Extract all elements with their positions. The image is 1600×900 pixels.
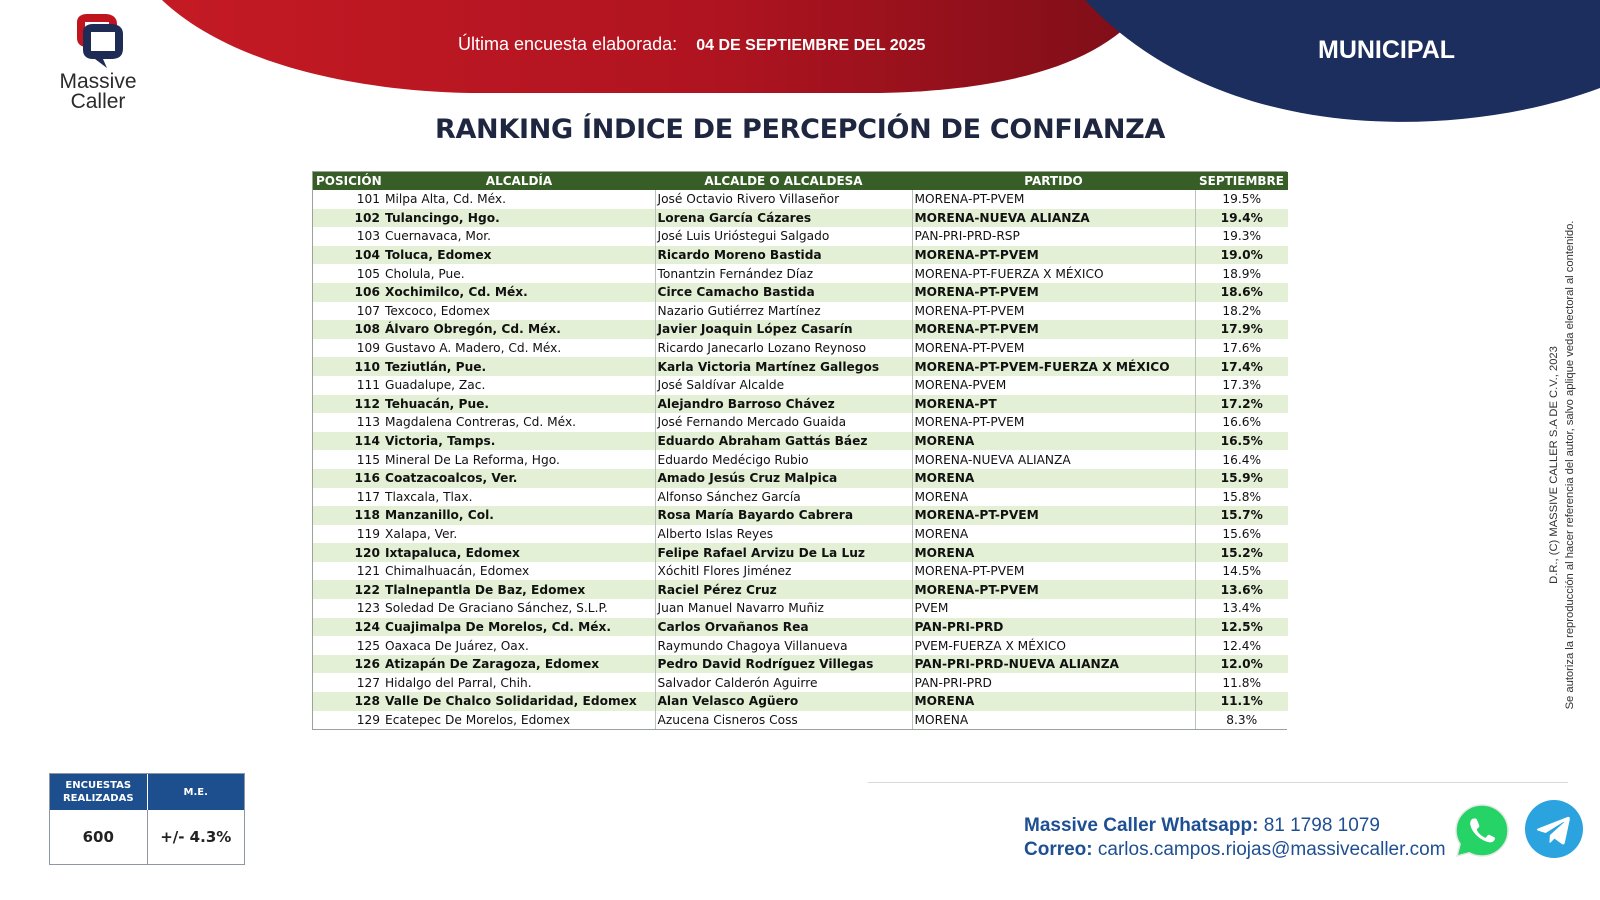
value-cell: 13.6% [1195,580,1288,599]
legal-line2: Se autoriza la reproducción al hacer referencia del autor, salvo aplique veda electoral al contenido. [1564,220,1576,710]
table-row [313,302,1288,321]
partido-cell: MORENA-PVEM [912,376,1195,395]
partido-cell: MORENA [912,525,1195,544]
section-label: MUNICIPAL [1318,36,1456,64]
legal-line1: D.R., (C) MASSIVE CALLER S.A DE C.V., 2023 [1548,346,1560,584]
margin-error-label: M.E. [183,786,208,798]
legal-notice [1546,185,1584,745]
position-cell: 117 [313,488,383,507]
contact-info [1024,814,1446,862]
position-cell: 120 [313,543,383,562]
table-row [313,636,1288,655]
position-cell: 123 [313,599,383,618]
position-cell: 127 [313,673,383,692]
value-cell: 19.3% [1195,227,1288,246]
value-cell: 18.6% [1195,283,1288,302]
partido-cell: PAN-PRI-PRD-RSP [912,227,1195,246]
value-cell: 17.3% [1195,376,1288,395]
survey-info [458,34,925,55]
alcaldia-cell: Gustavo A. Madero, Cd. Méx. [383,339,655,358]
table-row [313,339,1288,358]
alcalde-cell: Alejandro Barroso Chávez [655,395,912,414]
massive-caller-logo-icon [63,14,133,70]
table-row [313,376,1288,395]
value-cell: 11.8% [1195,673,1288,692]
whatsapp-icon[interactable] [1451,800,1513,862]
alcaldia-cell: Valle De Chalco Solidaridad, Edomex [383,692,655,711]
value-cell: 18.9% [1195,264,1288,283]
position-cell: 126 [313,655,383,674]
alcalde-cell: Amado Jesús Cruz Malpica [655,469,912,488]
table-row [313,357,1288,376]
partido-cell: MORENA-PT-PVEM [912,339,1195,358]
alcaldia-cell: Guadalupe, Zac. [383,376,655,395]
position-cell: 124 [313,618,383,637]
header-septiembre: SEPTIEMBRE [1195,172,1288,190]
alcalde-cell: Javier Joaquin López Casarín [655,320,912,339]
table-row [313,190,1288,209]
alcaldia-cell: Mineral De La Reforma, Hgo. [383,450,655,469]
alcalde-cell: Eduardo Medécigo Rubio [655,450,912,469]
table-header-row [313,172,1288,190]
alcaldia-cell: Tulancingo, Hgo. [383,209,655,228]
position-cell: 106 [313,283,383,302]
table-row [313,395,1288,414]
value-cell: 12.5% [1195,618,1288,637]
alcaldia-cell: Texcoco, Edomex [383,302,655,321]
alcaldia-cell: Victoria, Tamps. [383,432,655,451]
value-cell: 16.4% [1195,450,1288,469]
alcaldia-cell: Tlalnepantla De Baz, Edomex [383,580,655,599]
brand-name-line2: Caller [70,90,126,113]
value-cell: 16.6% [1195,413,1288,432]
header-alcalde: ALCALDE O ALCALDESA [655,172,912,190]
value-cell: 11.1% [1195,692,1288,711]
table-row [313,580,1288,599]
position-cell: 108 [313,320,383,339]
position-cell: 114 [313,432,383,451]
table-row [313,246,1288,265]
alcalde-cell: Felipe Rafael Arvizu De La Luz [655,543,912,562]
table-row [313,209,1288,228]
table-row [313,413,1288,432]
alcalde-cell: José Saldívar Alcalde [655,376,912,395]
value-cell: 15.9% [1195,469,1288,488]
alcalde-cell: Alan Velasco Agüero [655,692,912,711]
alcalde-cell: Ricardo Moreno Bastida [655,246,912,265]
alcaldia-cell: Oaxaca De Juárez, Oax. [383,636,655,655]
header-partido: PARTIDO [912,172,1195,190]
table-row [313,432,1288,451]
alcaldia-cell: Milpa Alta, Cd. Méx. [383,190,655,209]
alcalde-cell: Lorena García Cázares [655,209,912,228]
alcalde-cell: Xóchitl Flores Jiménez [655,562,912,581]
brand-name-line1: Massive [59,70,137,93]
table-row [313,469,1288,488]
alcaldia-cell: Cuajimalpa De Morelos, Cd. Méx. [383,618,655,637]
table-row [313,450,1288,469]
partido-cell: PAN-PRI-PRD [912,673,1195,692]
table-row [313,264,1288,283]
alcalde-cell: Circe Camacho Bastida [655,283,912,302]
position-cell: 122 [313,580,383,599]
ranking-table [312,171,1287,730]
position-cell: 125 [313,636,383,655]
value-cell: 8.3% [1195,711,1288,730]
position-cell: 112 [313,395,383,414]
position-cell: 121 [313,562,383,581]
partido-cell: PAN-PRI-PRD [912,618,1195,637]
value-cell: 19.0% [1195,246,1288,265]
table-row [313,673,1288,692]
partido-cell: MORENA [912,692,1195,711]
alcalde-cell: Nazario Gutiérrez Martínez [655,302,912,321]
table-row [313,692,1288,711]
alcalde-cell: Carlos Orvañanos Rea [655,618,912,637]
alcalde-cell: José Fernando Mercado Guaida [655,413,912,432]
value-cell: 17.9% [1195,320,1288,339]
position-cell: 110 [313,357,383,376]
partido-cell: PVEM-FUERZA X MÉXICO [912,636,1195,655]
table-row [313,655,1288,674]
position-cell: 116 [313,469,383,488]
table-body [313,190,1288,729]
alcaldia-cell: Álvaro Obregón, Cd. Méx. [383,320,655,339]
page-title: RANKING ÍNDICE DE PERCEPCIÓN DE CONFIANZA [434,114,1166,145]
partido-cell: MORENA-NUEVA ALIANZA [912,450,1195,469]
alcalde-cell: Azucena Cisneros Coss [655,711,912,730]
alcalde-cell: José Luis Urióstegui Salgado [655,227,912,246]
position-cell: 102 [313,209,383,228]
email-address[interactable]: carlos.campos.riojas@massivecaller.com [1097,839,1446,860]
value-cell: 17.6% [1195,339,1288,358]
value-cell: 15.8% [1195,488,1288,507]
partido-cell: MORENA [912,488,1195,507]
whatsapp-label: Massive Caller Whatsapp: [1024,815,1259,836]
position-cell: 111 [313,376,383,395]
alcalde-cell: Alberto Islas Reyes [655,525,912,544]
telegram-icon[interactable] [1525,800,1583,858]
table-row [313,618,1288,637]
alcaldia-cell: Hidalgo del Parral, Chih. [383,673,655,692]
partido-cell: MORENA-PT-PVEM [912,302,1195,321]
table-row [313,599,1288,618]
alcaldia-cell: Magdalena Contreras, Cd. Méx. [383,413,655,432]
alcaldia-cell: Ecatepec De Morelos, Edomex [383,711,655,730]
value-cell: 19.4% [1195,209,1288,228]
table-row [313,227,1288,246]
alcaldia-cell: Ixtapaluca, Edomex [383,543,655,562]
email-label: Correo: [1024,839,1093,860]
table-row [313,283,1288,302]
alcalde-cell: Karla Victoria Martínez Gallegos [655,357,912,376]
value-cell: 12.4% [1195,636,1288,655]
alcaldia-cell: Tlaxcala, Tlax. [383,488,655,507]
value-cell: 15.6% [1195,525,1288,544]
table-row [313,488,1288,507]
position-cell: 128 [313,692,383,711]
alcalde-cell: Raciel Pérez Cruz [655,580,912,599]
alcaldia-cell: Cuernavaca, Mor. [383,227,655,246]
partido-cell: MORENA-PT-PVEM [912,246,1195,265]
table-row [313,320,1288,339]
alcalde-cell: José Octavio Rivero Villaseñor [655,190,912,209]
position-cell: 104 [313,246,383,265]
surveys-label: ENCUESTAS REALIZADAS [50,774,148,810]
partido-cell: MORENA-PT-PVEM [912,320,1195,339]
alcalde-cell: Alfonso Sánchez García [655,488,912,507]
position-cell: 113 [313,413,383,432]
alcaldia-cell: Soledad De Graciano Sánchez, S.L.P. [383,599,655,618]
alcalde-cell: Raymundo Chagoya Villanueva [655,636,912,655]
position-cell: 118 [313,506,383,525]
position-cell: 101 [313,190,383,209]
partido-cell: MORENA-PT-PVEM [912,506,1195,525]
alcaldia-cell: Coatzacoalcos, Ver. [383,469,655,488]
value-cell: 16.5% [1195,432,1288,451]
alcaldia-cell: Xochimilco, Cd. Méx. [383,283,655,302]
position-cell: 103 [313,227,383,246]
surveys-value: 600 [50,810,148,864]
table-row [313,711,1288,730]
value-cell: 17.4% [1195,357,1288,376]
value-cell: 13.4% [1195,599,1288,618]
partido-cell: MORENA [912,711,1195,730]
alcaldia-cell: Cholula, Pue. [383,264,655,283]
partido-cell: MORENA [912,469,1195,488]
alcaldia-cell: Manzanillo, Col. [383,506,655,525]
partido-cell: MORENA-PT-PVEM [912,413,1195,432]
table-row [313,562,1288,581]
whatsapp-number[interactable]: 81 1798 1079 [1263,815,1380,836]
alcaldia-cell: Tehuacán, Pue. [383,395,655,414]
position-cell: 107 [313,302,383,321]
brand-logo [48,14,148,126]
margin-error-value: +/- 4.3% [160,828,232,846]
alcalde-cell: Pedro David Rodríguez Villegas [655,655,912,674]
position-cell: 115 [313,450,383,469]
alcalde-cell: Eduardo Abraham Gattás Báez [655,432,912,451]
footer-divider [868,782,1568,783]
survey-date: 04 DE SEPTIEMBRE DEL 2025 [696,37,926,54]
partido-cell: MORENA-PT-PVEM [912,562,1195,581]
position-cell: 109 [313,339,383,358]
alcaldia-cell: Xalapa, Ver. [383,525,655,544]
alcaldia-cell: Atizapán De Zaragoza, Edomex [383,655,655,674]
value-cell: 14.5% [1195,562,1288,581]
alcalde-cell: Tonantzin Fernández Díaz [655,264,912,283]
value-cell: 17.2% [1195,395,1288,414]
table-row [313,506,1288,525]
alcaldia-cell: Teziutlán, Pue. [383,357,655,376]
survey-label: Última encuesta elaborada: [458,34,678,54]
alcalde-cell: Salvador Calderón Aguirre [655,673,912,692]
partido-cell: MORENA [912,543,1195,562]
partido-cell: MORENA-PT-PVEM [912,580,1195,599]
table-row [313,525,1288,544]
value-cell: 15.2% [1195,543,1288,562]
partido-cell: MORENA [912,432,1195,451]
partido-cell: MORENA-PT [912,395,1195,414]
position-cell: 129 [313,711,383,730]
partido-cell: MORENA-PT-PVEM [912,283,1195,302]
alcalde-cell: Ricardo Janecarlo Lozano Reynoso [655,339,912,358]
header-alcaldia: ALCALDÍA [383,172,655,190]
value-cell: 18.2% [1195,302,1288,321]
header-posicion: POSICIÓN [313,172,383,190]
alcaldia-cell: Chimalhuacán, Edomex [383,562,655,581]
partido-cell: PAN-PRI-PRD-NUEVA ALIANZA [912,655,1195,674]
value-cell: 12.0% [1195,655,1288,674]
partido-cell: PVEM [912,599,1195,618]
alcalde-cell: Rosa María Bayardo Cabrera [655,506,912,525]
survey-stats-box [49,773,245,865]
partido-cell: MORENA-NUEVA ALIANZA [912,209,1195,228]
alcaldia-cell: Toluca, Edomex [383,246,655,265]
value-cell: 19.5% [1195,190,1288,209]
position-cell: 105 [313,264,383,283]
table-row [313,543,1288,562]
partido-cell: MORENA-PT-PVEM-FUERZA X MÉXICO [912,357,1195,376]
alcalde-cell: Juan Manuel Navarro Muñiz [655,599,912,618]
position-cell: 119 [313,525,383,544]
value-cell: 15.7% [1195,506,1288,525]
partido-cell: MORENA-PT-PVEM [912,190,1195,209]
partido-cell: MORENA-PT-FUERZA X MÉXICO [912,264,1195,283]
